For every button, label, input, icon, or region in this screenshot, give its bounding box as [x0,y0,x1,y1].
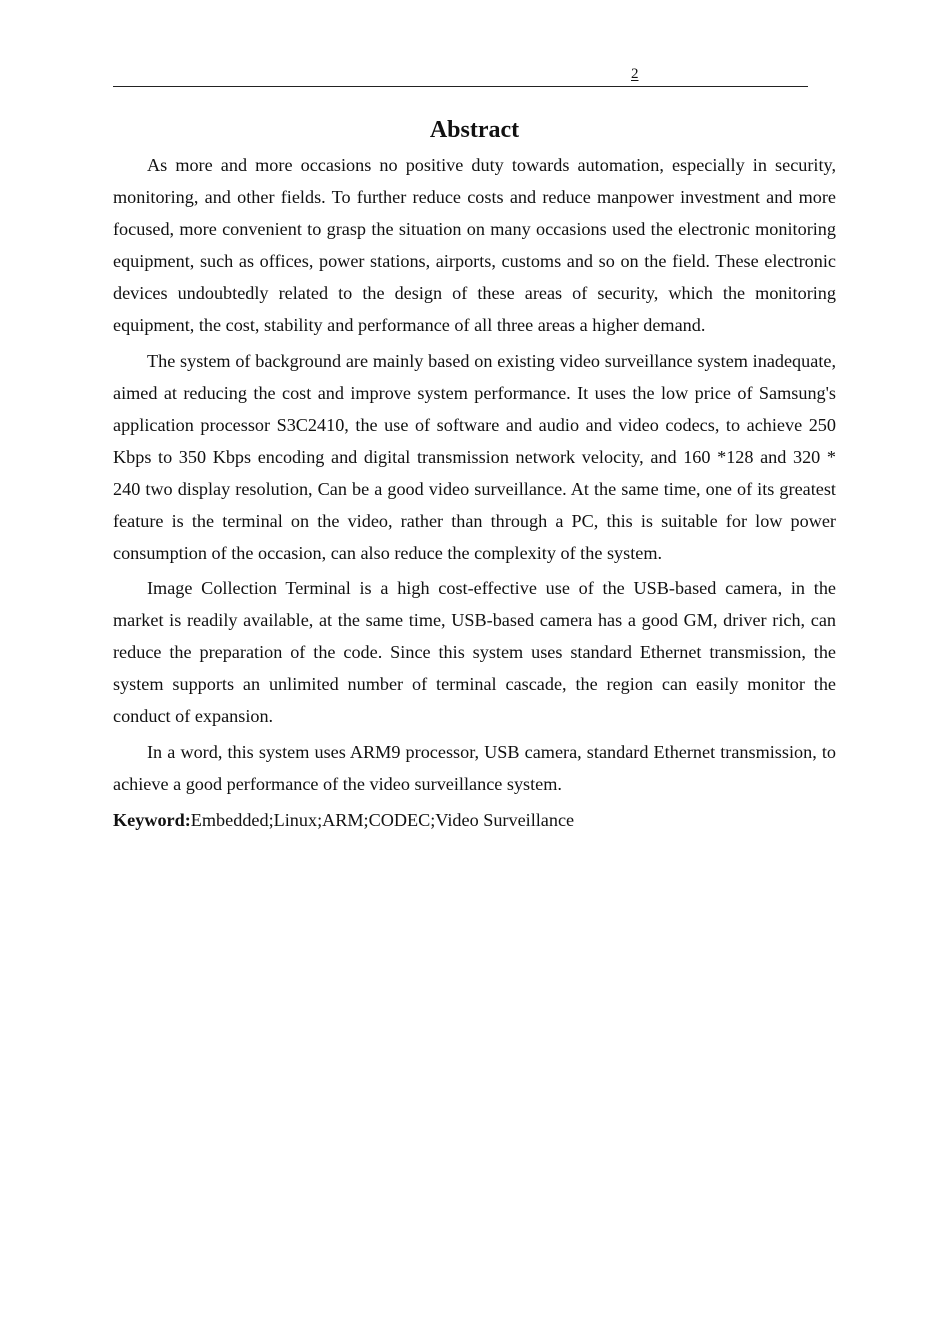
abstract-paragraph: In a word, this system uses ARM9 processor, USB camera, standard Ethernet transmission, to achieve a good performance of the video surveillance system. [113,741,836,794]
keyword-label: Keyword: [113,809,191,830]
page-number: 2 [631,66,639,82]
abstract-paragraph: As more and more occasions no positive duty towards automation, especially in security, monitoring, and other fields. To further reduce costs and reduce manpower investment and more focused, more convenient to grasp the situation on many occasions used the electronic monitoring equipment, such as offices, power stations, airports, customs and so on the field. These electronic devices undoubtedly related to the design of these areas of security, which the monitoring equipment, the cost, stability and performance of all three areas a higher demand. [113,155,836,335]
document-body [113,113,836,836]
abstract-paragraph: Image Collection Terminal is a high cost-effective use of the USB-based camera, in the market is readily available, at the same time, USB-based camera has a good GM, driver rich, can reduce the preparation of the code. Since this system uses standard Ethernet transmission, the system supports an unlimited number of terminal cascade, the region can easily monitor the conduct of expansion. [113,578,836,726]
page-header [113,62,808,87]
keywords-line [113,804,836,836]
abstract-title: Abstract [429,117,520,143]
abstract-paragraph: The system of background are mainly based on existing video surveillance system inadequate, aimed at reducing the cost and improve system performance. It uses the low price of Samsung's application processor S3C2410, the use of software and audio and video codecs, to achieve 250 Kbps to 350 Kbps encoding and digital transmission network velocity, and 160 *128 and 320 * 240 two display resolution, Can be a good video surveillance. At the same time, one of its greatest feature is the terminal on the video, rather than through a PC, this is suitable for low power consumption of the occasion, can also reduce the complexity of the system. [113,350,836,563]
keyword-values: Embedded;Linux;ARM;CODEC;Video Surveillance [190,809,575,830]
